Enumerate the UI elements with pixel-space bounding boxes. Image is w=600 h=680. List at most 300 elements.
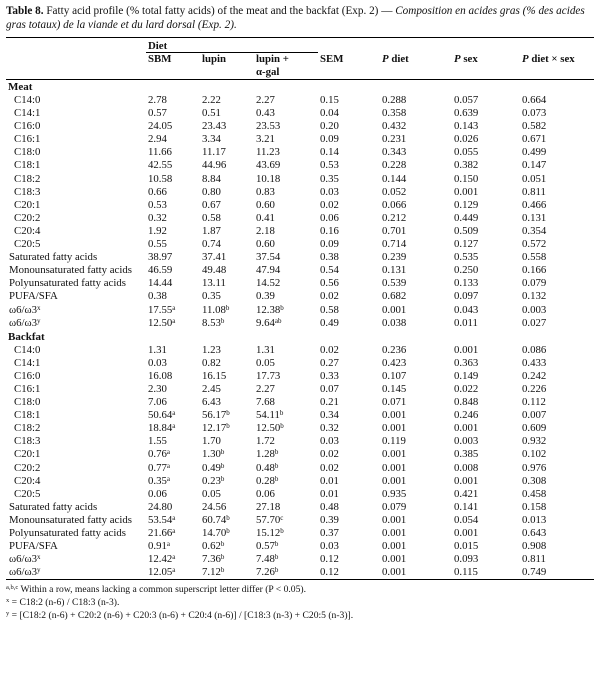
cell-p-diet: 0.714 (382, 238, 407, 251)
cell-sem: 0.20 (320, 120, 339, 133)
cell-sbm: 0.66 (148, 185, 167, 198)
cell-lupin: 1.87 (202, 224, 221, 237)
cell-lupin-agal: 2.27 (256, 94, 275, 106)
fatty-acid-table (6, 37, 594, 580)
cell-sem: 0.54 (320, 264, 339, 277)
cell-sbm: 1.92 (148, 224, 167, 237)
cell-sem: 0.07 (320, 382, 339, 395)
cell-lupin: 23.43 (202, 120, 227, 133)
table-row (6, 173, 594, 186)
cell-lupin-agal: 57.70$^c$ (256, 513, 284, 526)
cell-p-sex: 0.127 (454, 238, 479, 251)
cell-sbm: 1.55 (148, 435, 167, 448)
cell-lupin-agal: 15.12$^b$ (256, 527, 284, 539)
row-label: C18:1 (14, 159, 41, 172)
table-label: Table 8. (6, 5, 44, 17)
table-row (6, 186, 594, 199)
footnotes (6, 583, 594, 622)
cell-p-sex: 0.055 (454, 146, 479, 159)
cell-p-sex: 0.008 (454, 461, 479, 474)
cell-sbm: 16.08 (148, 369, 173, 382)
table-body (6, 80, 594, 580)
cell-sem: 0.02 (320, 290, 339, 303)
cell-p-sex: 0.001 (454, 527, 479, 539)
cell-p-sex: 0.022 (454, 382, 479, 395)
cell-p-sex: 0.639 (454, 107, 479, 120)
cell-sem: 0.37 (320, 527, 339, 539)
cell-lupin-agal: 1.72 (256, 435, 275, 448)
cell-p-diet-sex: 0.147 (522, 159, 547, 172)
cell-p-sex: 0.848 (454, 396, 479, 409)
cell-p-diet: 0.001 (382, 303, 407, 316)
cell-sem: 0.12 (320, 553, 339, 566)
row-label: Monounsaturated fatty acids (9, 513, 132, 526)
document-page (6, 0, 594, 622)
cell-p-diet-sex: 0.976 (522, 461, 547, 474)
cell-p-diet: 0.539 (382, 277, 407, 290)
table-row (6, 501, 594, 514)
cell-p-diet-sex: 0.226 (522, 382, 547, 395)
row-label: C20:1 (14, 448, 41, 461)
table-row (6, 146, 594, 159)
cell-p-diet: 0.001 (382, 527, 407, 539)
cell-sbm: 0.06 (148, 487, 167, 500)
cell-lupin-agal: 43.69 (256, 159, 281, 172)
section-header (6, 330, 594, 344)
cell-sbm: 0.53 (148, 198, 167, 211)
row-label: C18:0 (14, 396, 41, 409)
cell-p-diet: 0.144 (382, 172, 407, 185)
table-row (6, 317, 594, 330)
cell-lupin-agal: 0.43 (256, 107, 275, 120)
cell-lupin-agal: 0.48$^b$ (256, 461, 279, 474)
row-label: C18:2 (14, 422, 41, 435)
cell-lupin-agal: 1.28$^b$ (256, 448, 279, 461)
cell-lupin: 0.67 (202, 198, 221, 211)
cell-sbm: 0.76$^a$ (148, 448, 171, 461)
row-label: C18:2 (14, 172, 41, 185)
cell-sem: 0.02 (320, 343, 339, 356)
cell-lupin-agal: 0.39 (256, 290, 275, 303)
cell-lupin: 16.15 (202, 369, 227, 382)
row-label: PUFA/SFA (9, 540, 58, 553)
table-row (6, 225, 594, 238)
cell-lupin: 13.11 (202, 277, 226, 290)
cell-lupin: 0.74 (202, 238, 221, 251)
cell-p-sex: 0.149 (454, 369, 479, 382)
row-label: C20:5 (14, 487, 41, 500)
cell-sem: 0.12 (318, 566, 380, 580)
cell-p-diet-sex: 0.013 (522, 513, 547, 526)
cell-lupin-agal: 47.94 (256, 264, 281, 277)
cell-p-diet: 0.001 (382, 409, 407, 422)
row-label: C18:0 (14, 146, 41, 159)
cell-p-diet-sex: 0.572 (522, 238, 547, 251)
cell-p-diet: 0.231 (382, 133, 407, 146)
table-row (6, 107, 594, 120)
cell-lupin: 6.43 (202, 396, 221, 409)
cell-lupin-agal: 54.11$^b$ (256, 409, 284, 422)
cell-sbm: 0.57 (148, 107, 167, 120)
table-row (6, 396, 594, 409)
cell-p-diet-sex: 0.749 (520, 566, 594, 580)
cell-p-sex: 0.382 (454, 159, 479, 172)
cell-p-diet-sex: 0.131 (522, 211, 547, 224)
cell-lupin: 7.12$^b$ (200, 566, 254, 580)
cell-p-sex: 0.001 (454, 474, 479, 487)
table-row (6, 277, 594, 290)
cell-lupin: 14.70$^b$ (202, 527, 230, 539)
cell-lupin: 11.17 (202, 146, 226, 159)
cell-lupin: 60.74$^b$ (202, 513, 230, 526)
table-row (6, 159, 594, 172)
row-label: C20:4 (14, 474, 41, 487)
cell-sbm: 0.91$^a$ (148, 540, 171, 553)
cell-p-diet-sex: 0.558 (522, 251, 547, 264)
cell-lupin: 2.22 (202, 94, 221, 106)
cell-p-sex: 0.001 (454, 422, 479, 435)
table-row (6, 133, 594, 146)
cell-p-diet-sex: 0.908 (522, 540, 547, 553)
cell-p-diet: 0.001 (382, 474, 407, 487)
table-row (6, 370, 594, 383)
cell-sem: 0.33 (320, 369, 339, 382)
cell-lupin-agal: 0.06 (256, 487, 275, 500)
cell-sem: 0.14 (320, 146, 339, 159)
cell-lupin-agal: 12.50$^b$ (256, 422, 284, 435)
cell-lupin-agal: 23.53 (256, 120, 281, 133)
cell-lupin-agal: 7.68 (256, 396, 275, 409)
cell-p-diet-sex: 0.643 (522, 527, 547, 539)
cell-p-diet-sex: 0.132 (522, 290, 547, 303)
cell-p-sex: 0.026 (454, 133, 479, 146)
cell-p-diet-sex: 0.499 (522, 146, 547, 159)
cell-lupin-agal: 7.48$^b$ (256, 553, 279, 566)
cell-lupin-agal: 17.73 (256, 369, 281, 382)
row-label: ω6/ω3$^x$ (9, 303, 41, 316)
table-row (6, 120, 594, 133)
table-row (6, 566, 594, 580)
cell-lupin-agal: 12.38$^b$ (256, 303, 284, 316)
cell-p-sex: 0.250 (454, 264, 479, 277)
cell-p-diet: 0.071 (382, 396, 407, 409)
table-row (6, 514, 594, 527)
cell-p-diet: 0.358 (382, 107, 407, 120)
cell-p-sex: 0.057 (454, 94, 479, 106)
cell-p-sex: 0.449 (454, 211, 479, 224)
cell-sem: 0.03 (320, 540, 339, 553)
table-row (6, 251, 594, 264)
table-row (6, 238, 594, 251)
cell-p-diet: 0.288 (382, 94, 407, 106)
row-label: ω6/ω3$^x$ (9, 553, 41, 566)
cell-p-diet: 0.001 (382, 513, 407, 526)
table-row (6, 199, 594, 212)
cell-p-diet-sex: 0.609 (522, 422, 547, 435)
cell-lupin: 44.96 (202, 159, 227, 172)
cell-sem: 0.01 (320, 487, 339, 500)
cell-lupin: 56.17$^b$ (202, 409, 230, 422)
row-label: Saturated fatty acids (9, 251, 98, 264)
row-label: C20:5 (14, 238, 41, 251)
table-row (6, 448, 594, 461)
cell-p-diet: 0.001 (380, 566, 452, 580)
cell-lupin: 0.05 (202, 487, 221, 500)
cell-lupin: 24.56 (202, 500, 227, 513)
cell-p-sex: 0.129 (454, 198, 479, 211)
cell-sbm: 2.94 (148, 133, 167, 146)
cell-sbm: 46.59 (148, 264, 173, 277)
footnote: $^y$ = [C18:2 (n-6) + C20:2 (n-6) + C20:3 (n-6) + C20:4 (n-6)] / [C18:3 (n-3) + C20:5 (n-3)]. (6, 610, 354, 622)
cell-sbm: 17.55$^a$ (148, 303, 176, 316)
cell-p-sex: 0.509 (454, 224, 479, 237)
cell-p-sex: 0.054 (454, 513, 479, 526)
table-row (6, 475, 594, 488)
cell-p-diet-sex: 0.466 (522, 198, 547, 211)
cell-p-sex: 0.115 (452, 566, 520, 580)
row-label: C14:0 (14, 343, 41, 356)
cell-lupin: 8.84 (202, 172, 221, 185)
cell-lupin-agal: 37.54 (256, 251, 281, 264)
cell-lupin: 0.58 (202, 211, 221, 224)
cell-sem: 0.02 (320, 448, 339, 461)
cell-sbm: 14.44 (148, 277, 173, 290)
cell-p-diet-sex: 0.932 (522, 435, 547, 448)
table-row (6, 462, 594, 475)
cell-sbm: 24.05 (148, 120, 173, 133)
cell-p-diet-sex: 0.354 (522, 224, 547, 237)
cell-lupin-agal: 0.60 (256, 238, 275, 251)
footnote: $^{a,b,c}$ Within a row, means lacking a common superscript letter differ (P < 0.05). (6, 584, 306, 596)
cell-lupin: 0.82 (202, 356, 221, 369)
cell-p-sex: 0.421 (454, 487, 479, 500)
cell-lupin: 1.70 (202, 435, 221, 448)
cell-p-diet-sex: 0.582 (522, 120, 547, 133)
cell-p-diet: 0.001 (382, 553, 407, 566)
cell-lupin-agal: 0.83 (256, 185, 275, 198)
cell-sbm: 2.30 (148, 382, 167, 395)
cell-p-diet-sex: 0.086 (522, 343, 547, 356)
cell-sem: 0.39 (320, 513, 339, 526)
cell-lupin: 1.23 (202, 343, 221, 356)
cell-p-diet: 0.236 (382, 343, 407, 356)
header-sem: SEM (318, 53, 380, 80)
table-row (6, 94, 594, 107)
cell-sbm: 0.35$^a$ (148, 474, 171, 487)
cell-p-diet: 0.001 (382, 448, 407, 461)
cell-p-diet-sex: 0.007 (522, 409, 547, 422)
cell-lupin: 0.51 (202, 107, 221, 120)
cell-p-diet: 0.343 (382, 146, 407, 159)
cell-sem: 0.35 (320, 172, 339, 185)
cell-p-sex: 0.133 (454, 277, 479, 290)
cell-sem: 0.32 (320, 422, 339, 435)
header-diet: Diet (146, 38, 318, 53)
cell-lupin-agal: 7.26$^b$ (254, 566, 318, 580)
cell-lupin: 8.53$^b$ (202, 316, 225, 329)
cell-p-diet-sex: 0.112 (522, 396, 546, 409)
cell-sbm: 21.66$^a$ (148, 527, 176, 539)
cell-p-diet: 0.107 (382, 369, 407, 382)
cell-sem: 0.16 (320, 224, 339, 237)
caption-text: Fatty acid profile (% total fatty acids) of the meat and the backfat (Exp. 2) — (46, 5, 393, 17)
cell-lupin-agal: 0.41 (256, 211, 275, 224)
caption-french: Composition en acides gras (% des acides gras totaux) de la viande et du lard dorsal (Exp. 2). (6, 5, 585, 31)
cell-p-diet: 0.038 (382, 316, 407, 329)
cell-sem: 0.58 (320, 303, 339, 316)
cell-sbm: 0.77$^a$ (148, 461, 171, 474)
cell-p-diet-sex: 0.458 (522, 487, 547, 500)
header-p-diet: P diet (380, 53, 452, 80)
row-label: C14:1 (14, 356, 41, 369)
cell-sbm: 53.54$^a$ (148, 513, 176, 526)
cell-p-diet-sex: 0.433 (522, 356, 547, 369)
header-p-diet-sex: P diet × sex (520, 53, 594, 80)
cell-p-diet: 0.239 (382, 251, 407, 264)
cell-lupin-agal: 2.18 (256, 224, 275, 237)
row-label: C20:4 (14, 224, 41, 237)
cell-sem: 0.53 (320, 159, 339, 172)
cell-sbm: 24.80 (148, 500, 173, 513)
row-label: C18:1 (14, 409, 41, 422)
row-label: Polyunsaturated fatty acids (9, 527, 126, 539)
row-label: ω6/ω3$^y$ (9, 316, 41, 329)
table-row (6, 488, 594, 501)
cell-lupin-agal: 9.64$^{ab}$ (256, 316, 282, 329)
cell-sem: 0.09 (320, 133, 339, 146)
cell-sem: 0.27 (320, 356, 339, 369)
cell-lupin-agal: 0.60 (256, 198, 275, 211)
cell-p-diet-sex: 0.811 (522, 185, 546, 198)
table-row (6, 435, 594, 448)
cell-sem: 0.06 (320, 211, 339, 224)
cell-p-diet: 0.228 (382, 159, 407, 172)
cell-sbm: 50.64$^a$ (148, 409, 176, 422)
cell-lupin-agal: 11.23 (256, 146, 280, 159)
cell-p-diet: 0.131 (382, 264, 407, 277)
cell-p-sex: 0.363 (454, 356, 479, 369)
cell-lupin: 37.41 (202, 251, 227, 264)
cell-sem: 0.38 (320, 251, 339, 264)
cell-p-diet-sex: 0.166 (522, 264, 547, 277)
cell-sem: 0.21 (320, 396, 339, 409)
cell-p-diet: 0.001 (382, 461, 407, 474)
cell-lupin: 1.30$^b$ (202, 448, 225, 461)
row-label: C20:2 (14, 461, 41, 474)
footnote: $^x$ = C18:2 (n-6) / C18:3 (n-3). (6, 597, 120, 609)
header-lupin-agal: lupin + α-gal (254, 53, 318, 80)
table-caption (6, 4, 594, 32)
cell-p-diet: 0.145 (382, 382, 407, 395)
cell-p-diet: 0.079 (382, 500, 407, 513)
cell-sbm: 0.38 (148, 290, 167, 303)
table-row (6, 409, 594, 422)
cell-sbm: 12.42$^a$ (148, 553, 176, 566)
table-row (6, 357, 594, 370)
cell-sem: 0.04 (320, 107, 339, 120)
row-label: C18:3 (14, 435, 41, 448)
cell-sbm: 11.66 (148, 146, 172, 159)
cell-p-diet-sex: 0.811 (522, 553, 546, 566)
cell-sem: 0.49 (320, 316, 339, 329)
row-label: Polyunsaturated fatty acids (9, 277, 126, 290)
cell-lupin: 0.23$^b$ (202, 474, 225, 487)
cell-sbm: 2.78 (148, 94, 167, 106)
cell-sbm: 38.97 (148, 251, 173, 264)
cell-sem: 0.03 (320, 185, 339, 198)
cell-p-sex: 0.150 (454, 172, 479, 185)
cell-p-sex: 0.246 (454, 409, 479, 422)
cell-p-diet-sex: 0.073 (522, 107, 547, 120)
row-label: ω6/ω3$^y$ (6, 566, 146, 580)
cell-sem: 0.56 (320, 277, 339, 290)
cell-p-sex: 0.143 (454, 120, 479, 133)
cell-p-sex: 0.015 (454, 540, 479, 553)
cell-p-sex: 0.097 (454, 290, 479, 303)
row-label: C18:3 (14, 185, 41, 198)
cell-p-sex: 0.385 (454, 448, 479, 461)
cell-p-sex: 0.003 (454, 435, 479, 448)
row-label: C16:0 (14, 369, 41, 382)
cell-sbm: 0.55 (148, 238, 167, 251)
cell-sbm: 18.84$^a$ (148, 422, 176, 435)
cell-p-diet: 0.682 (382, 290, 407, 303)
header-lupin: lupin (200, 53, 254, 80)
cell-p-diet-sex: 0.003 (522, 303, 547, 316)
row-label: C14:1 (14, 107, 41, 120)
cell-lupin: 7.36$^b$ (202, 553, 225, 566)
cell-lupin-agal: 0.57$^b$ (256, 540, 279, 553)
header-p-sex: P sex (452, 53, 520, 80)
table-row (6, 540, 594, 553)
cell-p-diet-sex: 0.102 (522, 448, 547, 461)
cell-p-diet: 0.935 (382, 487, 407, 500)
cell-lupin-agal: 14.52 (256, 277, 281, 290)
table-row (6, 383, 594, 396)
cell-p-sex: 0.011 (454, 316, 478, 329)
cell-sem: 0.48 (320, 500, 339, 513)
cell-sem: 0.02 (320, 198, 339, 211)
section-header (6, 80, 594, 95)
cell-lupin: 0.49$^b$ (202, 461, 225, 474)
cell-sem: 0.03 (320, 435, 339, 448)
cell-lupin: 3.34 (202, 133, 221, 146)
cell-sem: 0.15 (320, 94, 339, 106)
cell-lupin: 12.17$^b$ (202, 422, 230, 435)
row-label: Saturated fatty acids (9, 500, 98, 513)
cell-lupin-agal: 3.21 (256, 133, 275, 146)
cell-p-sex: 0.093 (454, 553, 479, 566)
cell-sbm: 12.50$^a$ (148, 316, 176, 329)
cell-lupin-agal: 1.31 (256, 343, 275, 356)
cell-p-diet-sex: 0.308 (522, 474, 547, 487)
cell-p-sex: 0.043 (454, 303, 479, 316)
cell-sbm: 0.03 (148, 356, 167, 369)
cell-sem: 0.34 (320, 409, 339, 422)
cell-sbm: 12.05$^a$ (146, 566, 200, 580)
cell-sbm: 10.58 (148, 172, 173, 185)
cell-lupin: 0.80 (202, 185, 221, 198)
cell-sbm: 42.55 (148, 159, 173, 172)
cell-p-diet: 0.001 (382, 422, 407, 435)
cell-p-diet: 0.432 (382, 120, 407, 133)
cell-lupin-agal: 0.05 (256, 356, 275, 369)
cell-sem: 0.01 (320, 474, 339, 487)
cell-p-diet-sex: 0.027 (522, 316, 547, 329)
section-title: Backfat (8, 330, 45, 343)
cell-sem: 0.09 (320, 238, 339, 251)
cell-sbm: 0.32 (148, 211, 167, 224)
